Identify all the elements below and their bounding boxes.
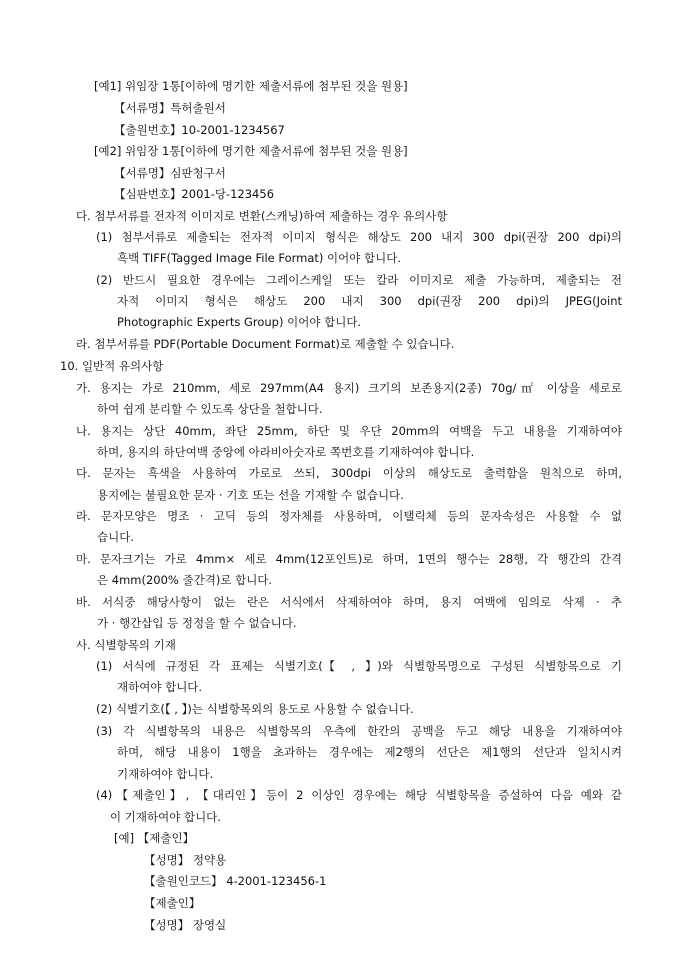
scan-note-2-line1: (2) 반드시 필요한 경우에는 그레이스케일 또는 칼라 이미지로 제출 가능하며, 제출되는 전: [96, 273, 622, 287]
example3-submitter2: 【제출인】: [144, 896, 201, 910]
rule-na-line1: 나. 용지는 상단 40mm, 좌단 25mm, 하단 및 우단 20mm의 여백을 두고 내용을 기재하여야: [76, 424, 622, 438]
rule-ra-line1: 라. 문자모양은 명조 · 고딕 등의 정자체를 사용하며, 이탤릭체 등의 문자속성은 사용할 수 없: [76, 509, 622, 523]
example1-app-number: 【출원번호】10-2001-1234567: [114, 123, 285, 137]
rule-sa-1-line2: 재하여야 합니다.: [117, 680, 203, 694]
rule-ga-line2: 하여 쉽게 분리할 수 있도록 상단을 철합니다.: [97, 402, 323, 416]
rule-ba-line2: 가 · 행간삽입 등 정정을 할 수 없습니다.: [97, 616, 297, 630]
scan-notes-heading: 다. 첨부서류를 전자적 이미지로 변환(스캐닝)하여 제출하는 경우 유의사항: [76, 209, 448, 223]
rule-sa-3-line2: 하며, 해당 내용이 1행을 초과하는 경우에는 제2행의 선단은 제1행의 선단과 일치시켜: [117, 745, 622, 759]
example3-name1: 【성명】 정약용: [144, 853, 227, 867]
example1-doc-kind: 【서류명】특허출원서: [114, 101, 226, 115]
rule-sa-4-line2: 이 기재하여야 합니다.: [110, 810, 221, 824]
rule-sa-4-line1: (4)【제출인】, 【대리인】등이 2 이상인 경우에는 해당 식별항목을 증설하여 다음 예와 같: [96, 788, 622, 802]
example3-heading: [예] 【제출인】: [114, 831, 195, 845]
example2-doc-kind: 【서류명】심판청구서: [114, 166, 226, 180]
rule-sa-3-line1: (3) 각 식별항목의 내용은 식별항목의 우측에 한칸의 공백을 두고 해당 내용을 기재하여야: [96, 724, 622, 738]
example2-heading: [예2] 위임장 1통[이하에 명기한 제출서류에 첨부된 것을 원용]: [94, 144, 408, 158]
rule-ga-line1: 가. 용지는 가로 210mm, 세로 297mm(A4 용지) 크기의 보존용지(2종) 70g/㎡ 이상을 세로로: [76, 381, 622, 395]
rule-sa-2: (2) 식별기호(【 , 】)는 식별항목외의 용도로 사용할 수 없습니다.: [96, 702, 414, 716]
scan-note-2-line2: 자적 이미지 형식은 해상도 200 내지 300 dpi(권장 200 dpi)의 JPEG(Joint: [117, 294, 622, 308]
example3-name2: 【성명】 장영실: [144, 918, 227, 932]
example2-trial-number: 【심판번호】2001-당-123456: [114, 187, 275, 201]
rule-ma-line1: 마. 문자크기는 가로 4mm× 세로 4mm(12포인트)로 하며, 1면의 행수는 28행, 각 행간의 간격: [76, 552, 622, 566]
rule-ba-line1: 바. 서식중 해당사항이 없는 란은 서식에서 삭제하여야 하며, 용지 여백에 임의로 삭제 · 추: [76, 595, 622, 609]
rule-sa-heading: 사. 식별항목의 기재: [76, 638, 176, 652]
pdf-note: 라. 첨부서류를 PDF(Portable Document Format)로 제출할 수 있습니다.: [76, 337, 455, 351]
rule-ma-line2: 은 4mm(200% 줄간격)로 합니다.: [97, 573, 273, 587]
example3-applicant-code: 【출원인코드】 4-2001-123456-1: [144, 874, 327, 888]
rule-sa-3-line3: 기재하여야 합니다.: [117, 767, 214, 781]
rule-da-line1: 다. 문자는 흑색을 사용하여 가로로 쓰되, 300dpi 이상의 해상도로 출력함을 원칙으로 하며,: [76, 466, 622, 480]
scan-note-1-line1: (1) 첨부서류로 제출되는 전자적 이미지 형식은 해상도 200 내지 300 dpi(권장 200 dpi)의: [96, 230, 622, 244]
rule-ra-line2: 습니다.: [97, 530, 134, 544]
scan-note-1-line2: 흑백 TIFF(Tagged Image File Format) 이어야 합니다.: [117, 251, 402, 265]
rule-sa-1-line1: (1) 서식에 규정된 각 표제는 식별기호(【 , 】)와 식별항목명으로 구성된 식별항목으로 기: [96, 659, 622, 673]
rule-na-line2: 하며, 용지의 하단여백 중앙에 아라비아숫자로 쪽번호를 기재하여야 합니다.: [97, 445, 475, 459]
example1-heading: [예1] 위임장 1통[이하에 명기한 제출서류에 첨부된 것을 원용]: [94, 79, 408, 93]
section-10-title: 10. 일반적 유의사항: [60, 359, 164, 373]
scan-note-2-line3: Photographic Experts Group) 이어야 합니다.: [117, 315, 362, 329]
rule-da-line2: 용지에는 불필요한 문자 · 기호 또는 선을 기재할 수 없습니다.: [97, 488, 404, 502]
